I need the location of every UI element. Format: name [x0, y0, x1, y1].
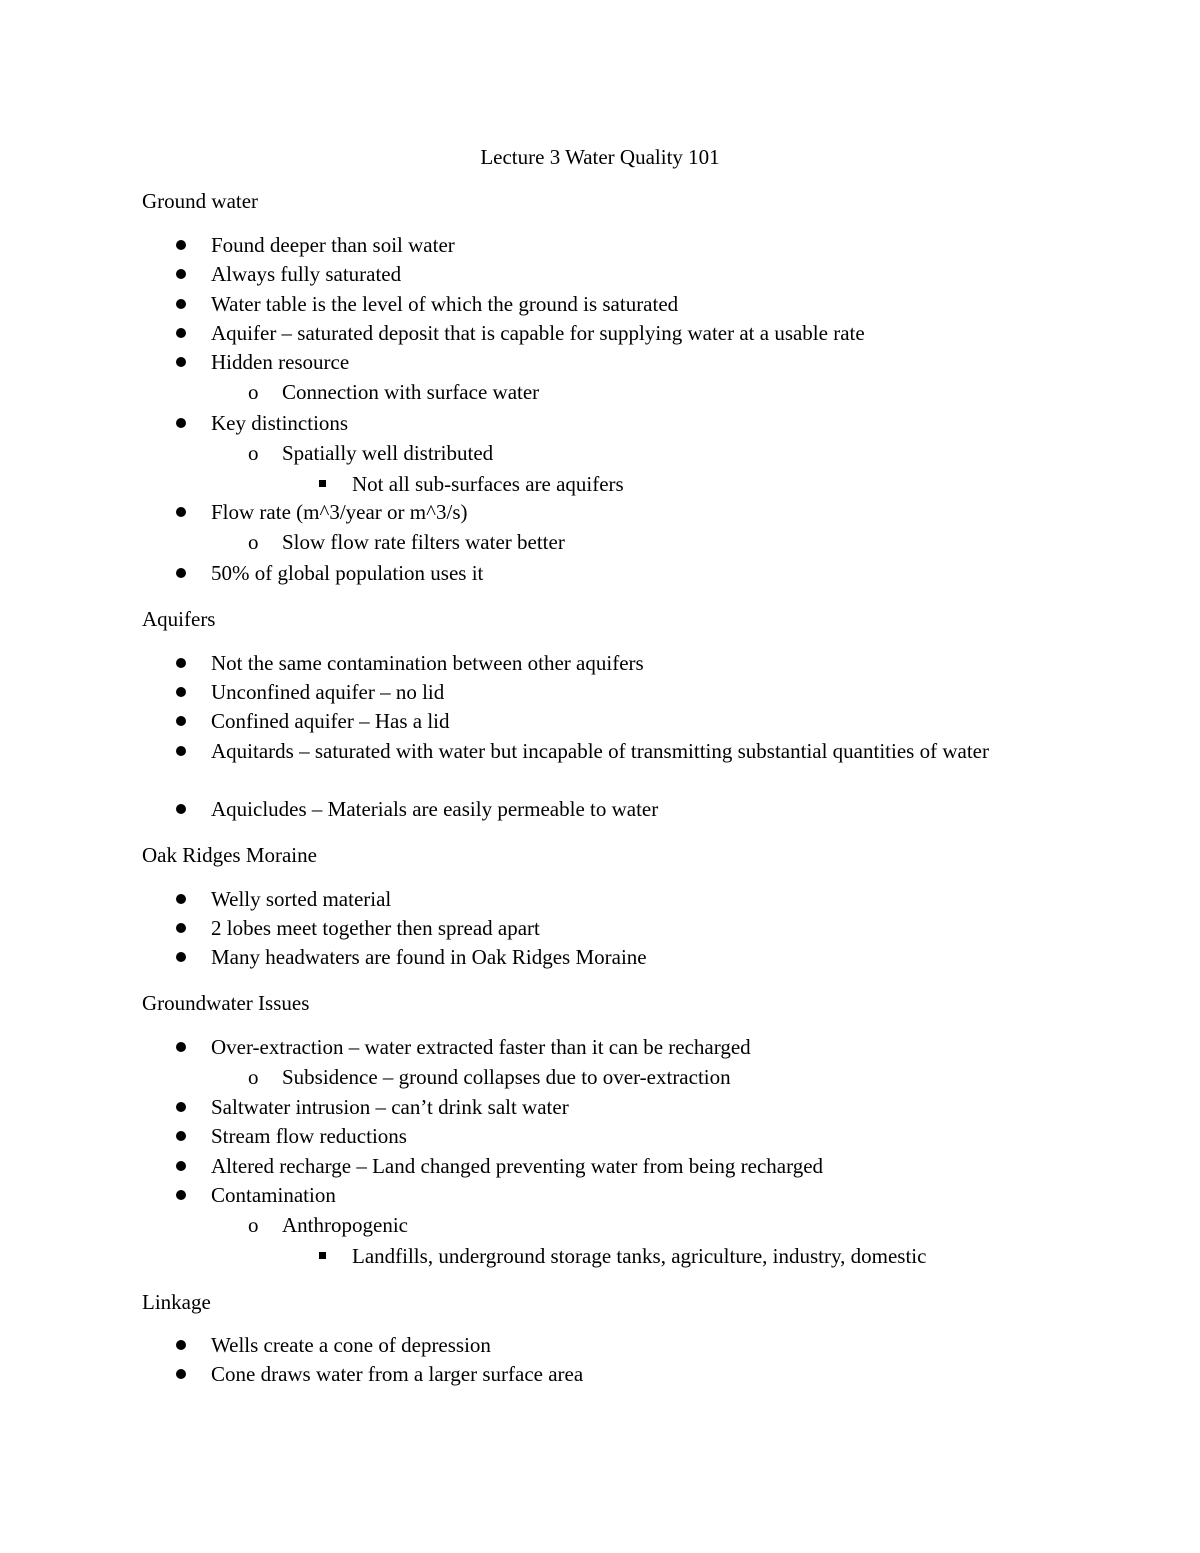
list-item-text: Many headwaters are found in Oak Ridges Moraine	[211, 945, 647, 969]
bullet-dot-icon	[176, 1190, 186, 1200]
list-item-text: Spatially well distributed	[282, 441, 494, 465]
list-item-text: Slow flow rate filters water better	[282, 530, 565, 554]
list-item	[211, 914, 540, 943]
bullet-dot-icon	[176, 269, 186, 279]
list-item	[211, 885, 391, 914]
bullet-dot-icon	[176, 418, 186, 428]
document-title: Lecture 3 Water Quality 101	[480, 145, 720, 169]
bullet-dot-icon	[176, 894, 186, 904]
bullet-circle-icon: o	[248, 1213, 259, 1237]
bullet-dot-icon	[176, 328, 186, 338]
bullet-dot-icon	[176, 1369, 186, 1379]
bullet-dot-icon	[176, 568, 186, 578]
bullet-dot-icon	[176, 952, 186, 962]
list-item	[211, 795, 658, 824]
bullet-dot-icon	[176, 687, 186, 697]
bullet-dot-icon	[176, 746, 186, 756]
list-item-text: Stream flow reductions	[211, 1124, 407, 1148]
list-item	[211, 1122, 407, 1151]
list-item-text: 50% of global population uses it	[211, 561, 484, 585]
list-item-text: Hidden resource	[211, 350, 350, 374]
list-item-text: Cone draws water from a larger surface area	[211, 1362, 584, 1386]
bullet-dot-icon	[176, 1131, 186, 1141]
list-item	[211, 260, 401, 289]
list-item-text: Altered recharge – Land changed preventing water from being recharged	[211, 1154, 824, 1178]
sub-list-item	[248, 1063, 731, 1092]
list-item-text: Over-extraction – water extracted faster than it can be recharged	[211, 1035, 751, 1059]
list-item	[211, 290, 678, 319]
list-item-text: Unconfined aquifer – no lid	[211, 680, 445, 704]
bullet-dot-icon	[176, 299, 186, 309]
sub-sub-list-item	[352, 470, 624, 499]
list-item	[211, 1331, 491, 1360]
list-item-text: Saltwater intrusion – can’t drink salt water	[211, 1095, 569, 1119]
list-item-text: Subsidence – ground collapses due to over-extraction	[282, 1065, 731, 1089]
list-item-text: Always fully saturated	[211, 262, 402, 286]
list-item	[211, 231, 455, 260]
bullet-dot-icon	[176, 1102, 186, 1112]
sub-list-item	[248, 378, 540, 407]
list-item-text: Anthropogenic	[282, 1213, 408, 1237]
list-item-text: Not the same contamination between other aquifers	[211, 651, 644, 675]
list-item	[211, 1360, 583, 1389]
sub-sub-list-item	[352, 1242, 926, 1271]
bullet-dot-icon	[176, 507, 186, 517]
bullet-dot-icon	[176, 1340, 186, 1350]
section-heading-ground-water: Ground water	[142, 189, 259, 213]
bullet-circle-icon: o	[248, 1065, 259, 1089]
list-item-text: Wells create a cone of depression	[211, 1333, 491, 1357]
list-item-text: Not all sub-surfaces are aquifers	[352, 472, 624, 496]
list-item	[211, 1152, 823, 1181]
bullet-dot-icon	[176, 357, 186, 367]
list-item-text: Confined aquifer – Has a lid	[211, 709, 450, 733]
bullet-circle-icon: o	[248, 380, 259, 404]
list-item-text: Found deeper than soil water	[211, 233, 455, 257]
list-item	[211, 943, 647, 972]
bullet-dot-icon	[176, 240, 186, 250]
sub-list-item	[248, 528, 565, 557]
bullet-circle-icon: o	[248, 530, 259, 554]
list-item-text: Connection with surface water	[282, 380, 540, 404]
list-item-text: Water table is the level of which the ground is saturated	[211, 292, 679, 316]
list-item-text: Landfills, underground storage tanks, agriculture, industry, domestic	[352, 1244, 927, 1268]
list-item	[211, 559, 483, 588]
bullet-dot-icon	[176, 716, 186, 726]
sub-list-item	[248, 1211, 408, 1240]
list-item	[211, 1181, 336, 1210]
list-item-text: Aquicludes – Materials are easily permeable to water	[211, 797, 659, 821]
list-item-text: 2 lobes meet together then spread apart	[211, 916, 540, 940]
bullet-circle-icon: o	[248, 441, 259, 465]
list-item	[211, 348, 349, 377]
bullet-dot-icon	[176, 1042, 186, 1052]
list-item	[211, 737, 1031, 766]
bullet-dot-icon	[176, 1161, 186, 1171]
bullet-square-icon	[319, 1252, 326, 1259]
list-item-text: Welly sorted material	[211, 887, 392, 911]
list-item	[211, 498, 467, 527]
bullet-dot-icon	[176, 658, 186, 668]
list-item-text: Aquifer – saturated deposit that is capable for supplying water at a usable rate	[211, 321, 865, 345]
list-item	[211, 707, 450, 736]
bullet-square-icon	[319, 480, 326, 487]
list-item	[211, 1033, 751, 1062]
list-item-text: Flow rate (m^3/year or m^3/s)	[211, 500, 468, 524]
list-item	[211, 319, 865, 348]
list-item-text: Contamination	[211, 1183, 336, 1207]
section-heading-groundwater-issues: Groundwater Issues	[142, 991, 310, 1015]
list-item	[211, 409, 348, 438]
list-item-text: Aquitards – saturated with water but incapable of transmitting substantial quantities of water	[211, 739, 989, 763]
list-item	[211, 649, 644, 678]
list-item	[211, 678, 444, 707]
bullet-dot-icon	[176, 804, 186, 814]
section-heading-aquifers: Aquifers	[142, 607, 216, 631]
list-item	[211, 1093, 569, 1122]
section-heading-oak-ridges-moraine: Oak Ridges Moraine	[142, 843, 317, 867]
list-item-text: Key distinctions	[211, 411, 349, 435]
bullet-dot-icon	[176, 923, 186, 933]
section-heading-linkage: Linkage	[142, 1290, 211, 1314]
sub-list-item	[248, 439, 494, 468]
